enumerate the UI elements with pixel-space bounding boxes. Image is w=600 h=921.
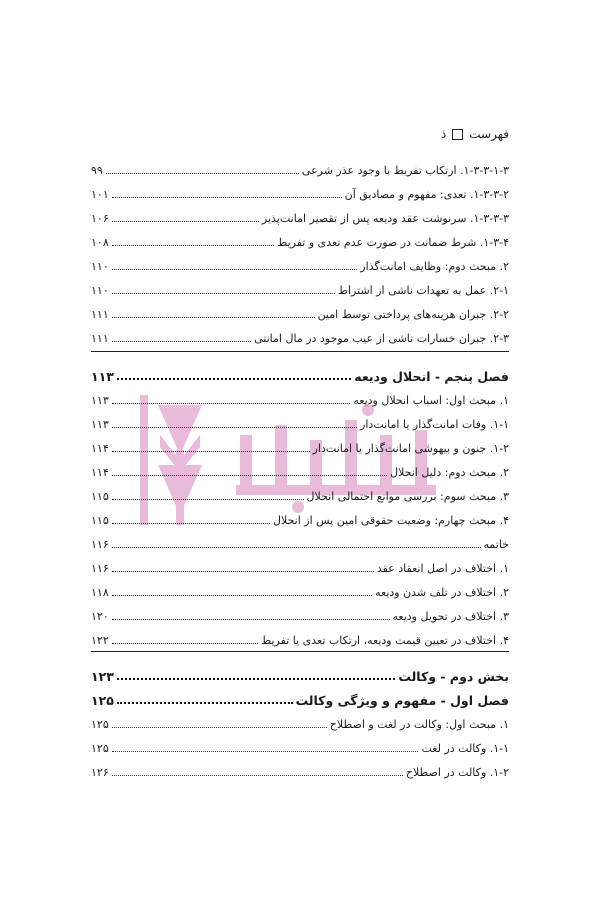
toc-row[interactable] [91,328,509,346]
toc-row[interactable] [91,208,509,226]
dot-leader [112,317,315,318]
toc-page-number: ۱۲۵ [91,693,114,708]
toc-page-number: ۱۱۰ [91,260,109,273]
toc-page-number: ۱۲۵ [91,742,109,755]
toc-page-number: ۱۱۵ [91,514,109,527]
toc-title: ۴. اختلاف در تعیین قیمت ودیعه، ارتکاب تعدی یا تفریط [261,634,509,647]
toc-title: ۲-۲. جبران هزینه‌های پرداختی توسط امین [317,308,509,321]
toc-row[interactable] [91,438,509,456]
toc-page-number: ۱۰۱ [91,188,109,201]
dot-leader [112,727,327,728]
toc-title: فصل اول - مفهوم و ویژگی وکالت [295,693,509,708]
toc-page-number: ۱۱۵ [91,490,109,503]
header-title: فهرست [469,127,509,141]
toc-title: فصل پنجم - انحلال ودیعه [354,369,509,384]
toc-title: بخش دوم - وکالت [398,669,509,684]
toc-title: ۴. مبحث چهارم: وضعیت حقوقی امین پس از انحلال [273,514,509,527]
toc-title: ۲. مبحث دوم: دلیل انحلال [390,466,509,479]
dot-leader [112,221,259,222]
toc-page-number: ۱۱۰ [91,284,109,297]
toc-title: ۱. مبحث اول: اسباب انحلال ودیعه [353,394,509,407]
toc-row[interactable] [91,486,509,504]
toc-title: ۱-۳-۴. شرط ضمانت در صورت عدم تعدی و تفریط [277,236,509,249]
toc-title: ۲-۱. عمل به تعهدات ناشی از اشتراط [337,284,509,297]
toc-row[interactable] [91,280,509,298]
toc-title: ۱-۳-۳-۱-۳. ارتکاب تفریط با وجود عذر شرعی [301,164,509,177]
header-page-letter: ذ [440,127,447,141]
dot-leader [112,619,390,620]
toc-row[interactable] [91,160,509,178]
dot-leader [106,173,299,174]
toc-row[interactable] [91,232,509,250]
toc-title: ۲-۳. جبران خسارات ناشی از عیب موجود در مال امانتی [254,332,509,345]
toc-title: ۱-۲. وکالت در اصطلاح [405,766,509,779]
toc-row[interactable] [91,582,509,600]
toc-row[interactable] [91,714,509,732]
page-header [441,127,509,141]
toc-page-number: ۹۹ [91,164,103,177]
toc-row[interactable] [91,414,509,432]
toc-title: ۲. اختلاف در تلف شدن ودیعه [375,586,509,599]
dot-leader [112,269,358,270]
divider [91,651,509,652]
dot-leader [112,523,270,524]
toc-page-number: ۱۱۳ [91,394,109,407]
toc-page-number: ۱۱۴ [91,442,109,455]
toc-row[interactable] [91,510,509,528]
toc-row[interactable] [91,558,509,576]
square-icon [452,129,463,140]
dot-leader [112,643,258,644]
toc-title: ۱-۲. جنون و بیهوشی امانت‌گذار یا امانت‌دار [312,442,509,455]
toc-row[interactable] [91,390,509,408]
toc-chapter-row[interactable] [91,690,509,708]
dot-leader [112,571,374,572]
toc-row[interactable] [91,738,509,756]
toc-page-number: ۱۱۳ [91,418,109,431]
toc-page-number: ۱۱۶ [91,562,109,575]
dot-leader [112,547,481,548]
dot-leader [112,775,403,776]
toc-title: ۱. اختلاف در اصل انعقاد عقد [376,562,509,575]
toc-title: ۱-۳-۳-۳. سرنوشت عقد ودیعه پس از تقصیر امانت‌پذیر [261,212,509,225]
dot-leader [112,451,310,452]
toc-title: ۲. مبحث دوم: وظایف امانت‌گذار [360,260,509,273]
toc-row[interactable] [91,462,509,480]
dot-leader [112,751,419,752]
toc-page-number: ۱۱۱ [91,308,109,321]
dot-leader [112,293,335,294]
toc-chapter-row[interactable] [91,366,509,384]
dot-leader [112,475,387,476]
toc-title: ۳. مبحث سوم: بررسی موانع احتمالی انحلال [306,490,509,503]
dot-leader [112,427,357,428]
dot-leader [112,341,251,342]
toc-title: خاتمه [483,538,509,551]
toc-row[interactable] [91,762,509,780]
toc-part-row[interactable] [91,666,509,684]
toc-row[interactable] [91,534,509,552]
toc-page-number: ۱۱۶ [91,538,109,551]
toc-page-number: ۱۱۱ [91,332,109,345]
dot-leader [117,678,395,680]
dot-leader [112,403,351,404]
toc-page-number: ۱۱۴ [91,466,109,479]
toc-page-number: ۱۲۵ [91,718,109,731]
toc-page-number: ۱۲۲ [91,634,109,647]
toc-row[interactable] [91,256,509,274]
toc-page-number: ۱۰۸ [91,236,109,249]
toc-page-number: ۱۲۶ [91,766,109,779]
toc-page-number: ۱۰۶ [91,212,109,225]
toc-row[interactable] [91,304,509,322]
toc-row[interactable] [91,630,509,648]
toc-title: ۱-۱. وکالت در لغت [421,742,509,755]
toc-title: ۱. مبحث اول: وکالت در لغت و اصطلاح [329,718,509,731]
toc-row[interactable] [91,184,509,202]
dot-leader [117,378,351,380]
toc-title: ۱-۳-۳-۲. تعدی: مفهوم و مصادیق آن [344,188,509,201]
divider [91,351,509,352]
dot-leader [117,702,293,704]
dot-leader [112,197,342,198]
dot-leader [112,499,304,500]
toc-row[interactable] [91,606,509,624]
toc-title: ۳. اختلاف در تحویل ودیعه [392,610,509,623]
toc-page-number: ۱۱۸ [91,586,109,599]
toc-title: ۱-۱. وفات امانت‌گذار یا امانت‌دار [360,418,509,431]
dot-leader [112,245,274,246]
toc-page-number: ۱۲۳ [91,669,114,684]
toc-page-number: ۱۱۳ [91,369,114,384]
toc-page-number: ۱۲۰ [91,610,109,623]
dot-leader [112,595,372,596]
